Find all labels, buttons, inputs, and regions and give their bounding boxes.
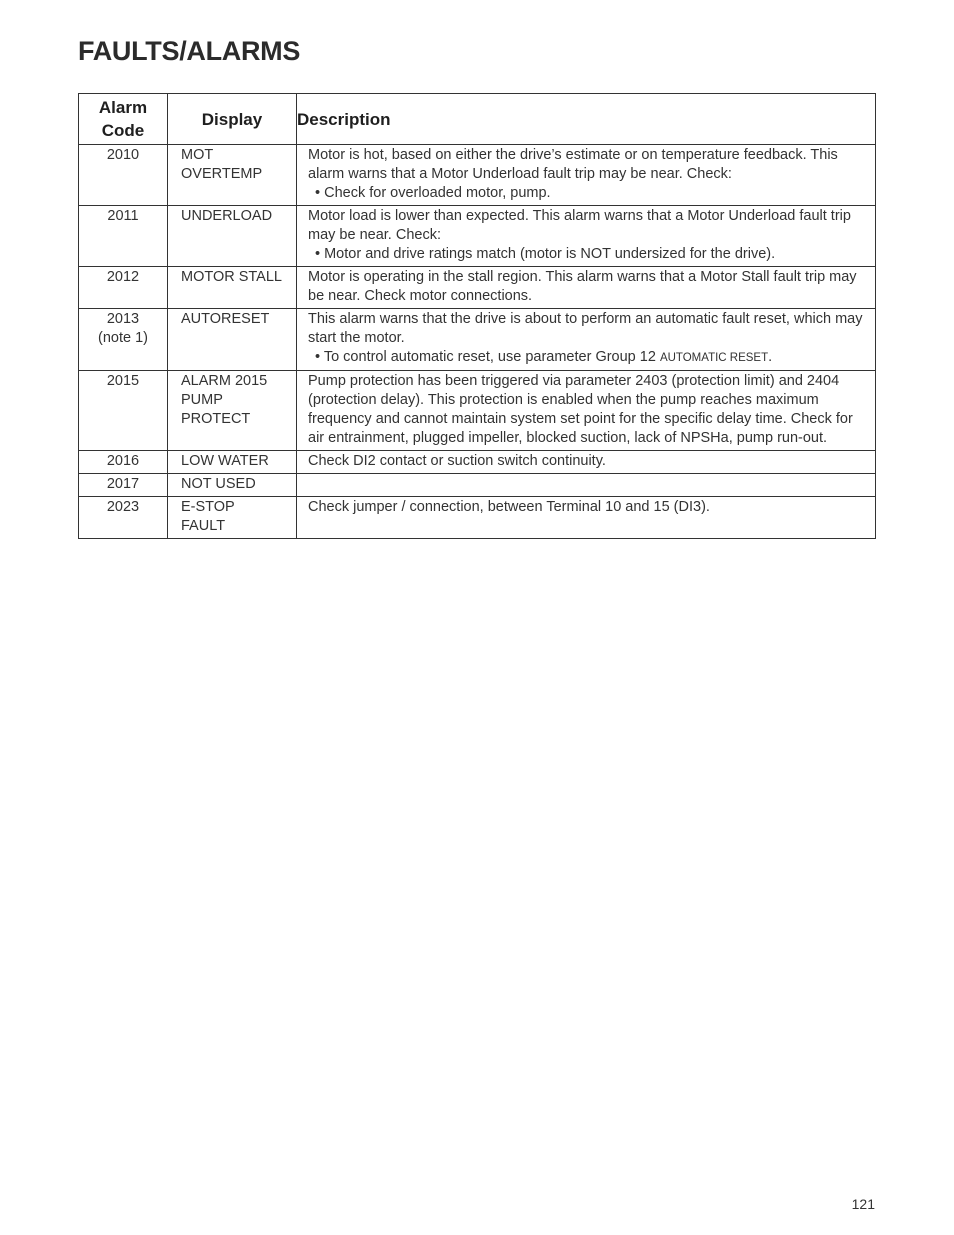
table-row [79,474,876,497]
alarm-code: 2017 [106,476,140,492]
table-row [79,497,876,539]
alarm-display: UNDERLOAD [168,206,297,267]
alarm-description-cell [297,206,876,267]
alarms-table [78,93,876,539]
alarm-description: Motor is hot, based on either the drive’s estimate or on temperature feedback. This alarm warns that a Motor Underload fault trip may be near. Check: [308,147,838,182]
header-description: Description [297,94,876,145]
check-bullet-text: • To control automatic reset, use parameter Group 12 [315,349,660,365]
check-bullet [308,245,869,264]
alarm-description: This alarm warns that the drive is about to perform an automatic fault reset, which may start the motor. [308,311,863,346]
alarm-code-cell [79,371,168,451]
header-display: Display [168,94,297,145]
table-header-row [79,94,876,145]
page-title: FAULTS/ALARMS [78,36,301,66]
alarm-code: 2012 [106,269,140,285]
alarm-code-cell [79,474,168,497]
alarm-description-cell [297,267,876,309]
parameter-group-name: AUTOMATIC RESET [659,352,769,364]
table-row [79,309,876,371]
check-bullet-text: • Motor and drive ratings match (motor is NOT undersized for the drive). [315,246,776,262]
alarm-description-cell [297,145,876,206]
check-bullet [308,348,869,368]
alarm-description: Motor load is lower than expected. This alarm warns that a Motor Underload fault trip may be near. Check: [308,208,851,243]
header-code-line1: Alarm [98,98,148,117]
alarm-description-cell [297,451,876,474]
alarm-code-cell [79,497,168,539]
alarm-display: NOT USED [168,474,297,497]
table-row [79,145,876,206]
alarm-code: 2010 [106,147,140,163]
alarm-code: 2023 [106,499,140,515]
alarm-code: 2015 [106,373,140,389]
alarm-code-cell [79,206,168,267]
alarm-description-cell [297,371,876,451]
alarm-description: Check jumper / connection, between Terminal 10 and 15 (DI3). [308,499,710,515]
alarm-code-cell [79,145,168,206]
check-bullet-end: . [768,349,773,365]
alarm-code-cell [79,267,168,309]
table-row [79,451,876,474]
alarm-display: LOW WATER [168,451,297,474]
alarm-display: E-STOP FAULT [168,497,297,539]
header-code-line2: Code [101,121,145,140]
check-bullet-text: • Check for overloaded motor, pump. [315,185,551,201]
alarm-code-cell [79,451,168,474]
alarm-code: 2016 [106,453,140,469]
alarm-code: 2011 [107,208,139,224]
alarm-display: MOTOR STALL [168,267,297,309]
alarm-description: Check DI2 contact or suction switch continuity. [308,453,606,469]
alarm-description-cell [297,474,876,497]
table-row [79,206,876,267]
page-number: 121 [851,1196,875,1212]
alarm-display: AUTORESET [168,309,297,371]
alarm-display: ALARM 2015 PUMP PROTECT [168,371,297,451]
alarm-description: Motor is operating in the stall region. This alarm warns that a Motor Stall fault trip may be near. Check motor connections. [308,269,857,304]
check-bullet [308,184,869,203]
alarm-code-cell [79,309,168,371]
table-row [79,371,876,451]
header-alarm-code [79,94,168,145]
alarm-code: 2013 [106,311,140,327]
alarm-description-cell [297,309,876,371]
alarm-display: MOT OVERTEMP [168,145,297,206]
alarm-description-cell [297,497,876,539]
table-row [79,267,876,309]
alarm-code-note: (note 1) [98,330,148,346]
alarm-description: Pump protection has been triggered via parameter 2403 (protection limit) and 2404 (protection delay). This protection is enabled when the pump reaches maximum frequency and cannot maintain system set point for the specific delay time. Check for air entrainment, plugged impeller, blocked suction, lack of NPSHa, pump run-out. [308,373,853,446]
